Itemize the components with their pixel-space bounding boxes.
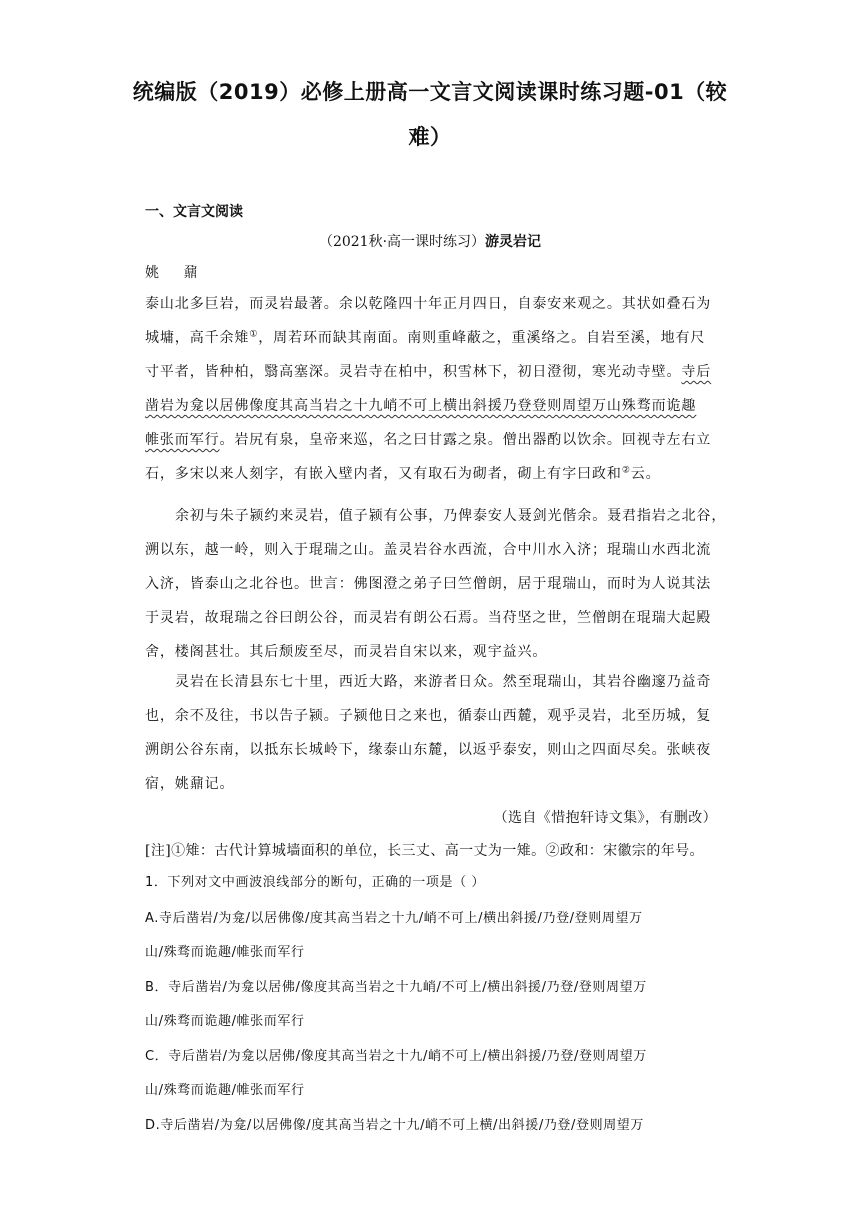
question-1-stem: 1．下列对文中画波浪线部分的断句，正确的一项是（ ） <box>145 875 486 890</box>
p1-line-3 <box>145 361 717 381</box>
option-b-line-2: 山/殊骛而诡趣/帷张而军行 <box>145 1014 305 1029</box>
p3-line-2: 也，余不及往，书以告子颍。子颍他日之来也，循泰山西麓，观乎灵岩，北至历城，复 <box>145 708 712 724</box>
p3-line-1: 灵岩在长清县东七十里，西近大路，来游者日众。然至琨瑞山，其岩谷幽邃乃益奇 <box>175 674 712 690</box>
p1-line-5-text: 。岩尻有泉，皇帝来巡，名之曰甘露之泉。僧出器酌以饮余。回视寺左右立 <box>219 432 712 448</box>
option-d-line-1: D.寺后凿岩/为龛/以居佛像/度其高当岩之十九/峭不可上横/出斜援/乃登/登则周望万 <box>145 1118 645 1133</box>
wavy-underlined-text: 凿岩为龛以居佛像度其高当岩之十九峭不可上横出斜援乃登登则周望万山殊骛而诡趣 <box>145 398 697 414</box>
passage-author: 姚 鼐 <box>145 265 208 281</box>
source-prefix: （2021秋·高一课时练习） <box>318 234 486 250</box>
option-a-line-1: A.寺后凿岩/为龛/以居佛像/度其高当岩之十九/峭不可上/横出斜援/乃登/登则周望万 <box>145 911 643 926</box>
title-line-2: 难） <box>408 125 452 149</box>
p1-line-2a: 城墉，高千余雉 <box>145 330 250 346</box>
option-a-line-2: 山/殊骛而诡趣/帷张而军行 <box>145 945 305 960</box>
wavy-underlined-text: 寺后 <box>681 364 712 380</box>
passage-title: 游灵岩记 <box>485 234 542 250</box>
p1-line-2b: ，周若环而缺其南面。南则重峰蔽之，重溪络之。自岩至溪，地有尺 <box>258 330 706 346</box>
p1-line-6b: 云。 <box>630 466 661 482</box>
wavy-underlined-text: 帷张而军行 <box>145 432 220 448</box>
p2-line-2: 溯以东，越一岭，则入于琨瑞之山。盖灵岩谷水西流，合中川水入济；琨瑞山水西北流 <box>145 542 712 558</box>
title-line-1: 统编版（2019）必修上册高一文言文阅读课时练习题-01（较 <box>132 80 728 104</box>
p1-line-2 <box>145 327 717 347</box>
p1-line-6 <box>145 463 717 483</box>
p3-line-3: 溯朗公谷东南，以抵东长城岭下，缘泰山东麓，以返乎泰安，则山之四面尽矣。张峡夜 <box>145 742 712 758</box>
p1-line-6a: 石，多宋以来人刻字，有嵌入壁内者，又有取石为砌者，砌上有字曰政和 <box>145 466 622 482</box>
section-heading: 一、文言文阅读 <box>145 204 243 220</box>
p1-line-5 <box>145 429 717 449</box>
option-b-line-1: B．寺后凿岩/为龛以居佛/像度其高当岩之十九峭/不可上/横出斜援/乃登/登则周望万 <box>145 980 647 995</box>
p1-line-1: 泰山北多巨岩，而灵岩最著。余以乾隆四十年正月四日，自泰安来观之。其状如叠石为 <box>145 296 712 312</box>
passage-source <box>145 231 715 251</box>
p3-line-4: 宿，姚鼐记。 <box>145 776 235 792</box>
document-title <box>120 70 740 160</box>
p1-line-4 <box>145 395 717 415</box>
passage-citation: （选自《惜抱轩诗文集》，有删改） <box>493 810 717 826</box>
annotation-notes: [注]①雉：古代计算城墙面积的单位，长三丈、高一丈为一雉。②政和：宋徽宗的年号。 <box>145 843 704 859</box>
note-marker-2: ② <box>621 465 631 476</box>
option-c-line-2: 山/殊骛而诡趣/帷张而军行 <box>145 1083 305 1098</box>
p2-line-5: 舍，楼阁甚壮。其后颓废至尽，而灵岩自宋以来，观宇益兴。 <box>145 644 548 660</box>
option-c-line-1: C．寺后凿岩/为龛以居佛/像度其高当岩之十九/峭不可上/横出斜援/乃登/登则周望万 <box>145 1049 647 1064</box>
p1-line-3-text: 寸平者，皆种柏，翳高塞深。灵岩寺在柏中，积雪林下，初日澄彻，寒光动寺壁。 <box>145 364 682 380</box>
p2-line-4: 于灵岩，故琨瑞之谷曰朗公谷，而灵岩有朗公石焉。当苻坚之世，竺僧朗在琨瑞大起殿 <box>145 610 712 626</box>
p2-line-3: 入济，皆泰山之北谷也。世言：佛图澄之弟子曰竺僧朗，居于琨瑞山，而时为人说其法 <box>145 576 712 592</box>
p2-line-1: 余初与朱子颍约来灵岩，值子颍有公事，乃俾泰安人聂剑光偕余。聂君指岩之北谷， <box>175 508 727 524</box>
note-marker-1: ① <box>249 329 259 340</box>
